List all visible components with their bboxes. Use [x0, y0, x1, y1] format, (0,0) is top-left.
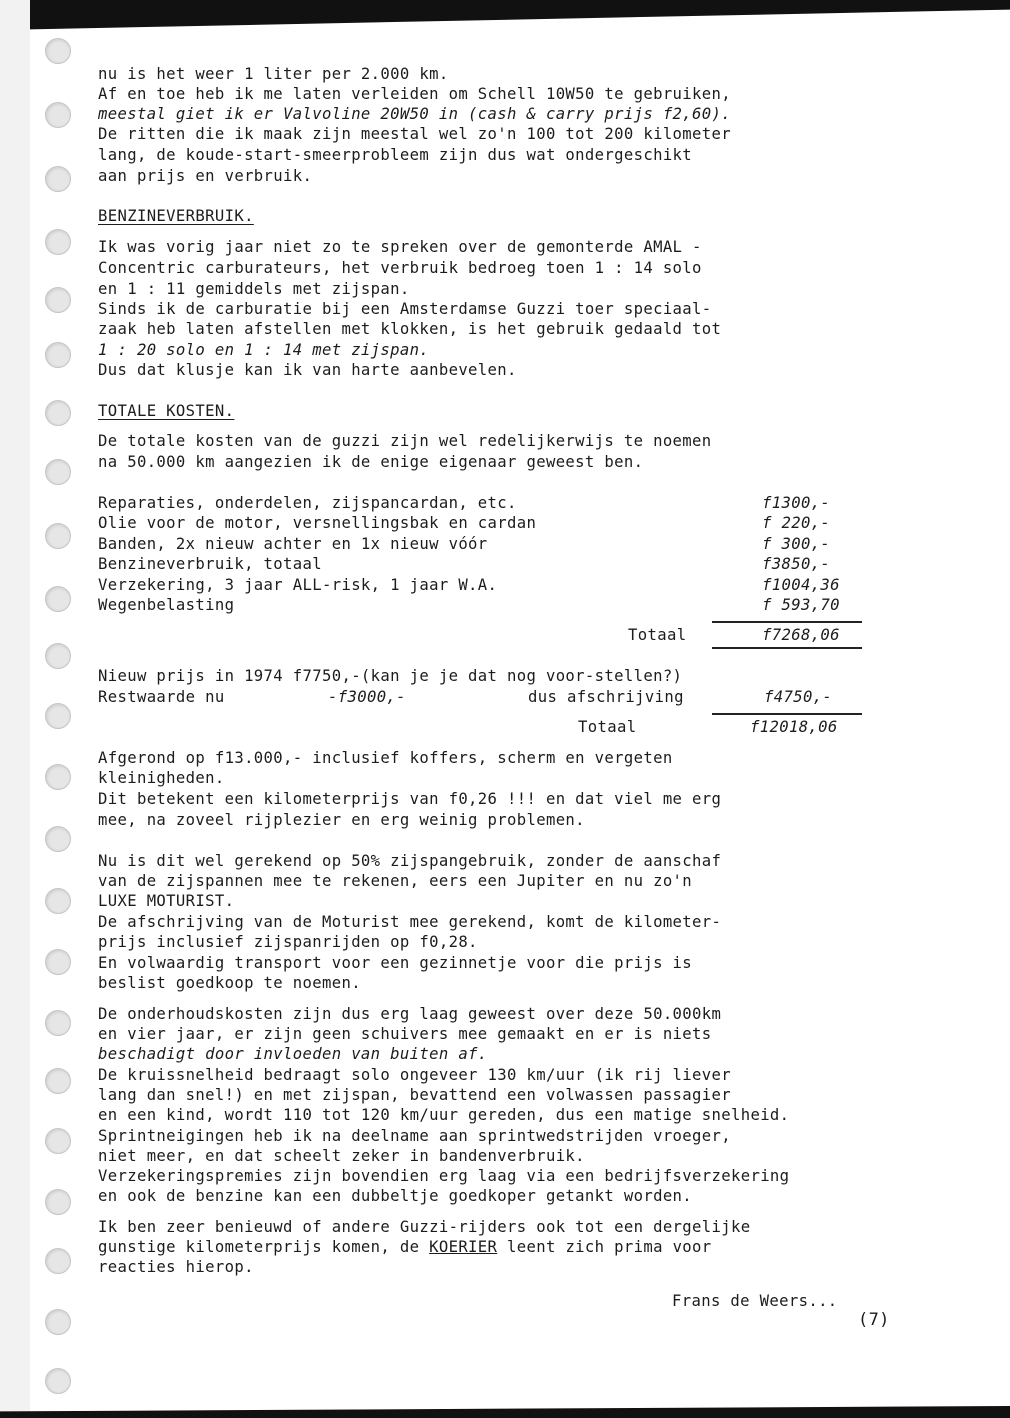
text-line: reacties hierop. [98, 1258, 254, 1276]
text-line: Ik was vorig jaar niet zo te spreken over de gemonterde AMAL - [98, 238, 702, 256]
cost-item-amount: f 593,70 [762, 596, 840, 614]
text-line: Nieuw prijs in 1974 f7750,-(kan je je dat nog voor-stellen?) [98, 667, 683, 685]
binder-hole [45, 1189, 71, 1215]
text-line: meestal giet ik er Valvoline 20W50 in (cash & carry prijs f2,60). [98, 105, 731, 123]
text-line: En volwaardig transport voor een gezinnetje voor die prijs is [98, 954, 693, 972]
restwaarde-amount: -f3000,- [328, 688, 406, 706]
cost-item-amount: f3850,- [762, 555, 831, 573]
text-line: beschadigt door invloeden van buiten af. [98, 1045, 488, 1063]
total-label: Totaal [578, 718, 637, 736]
text-line: De afschrijving van de Moturist mee gerekend, komt de kilometer- [98, 913, 722, 931]
text-line: Sprintneigingen heb ik na deelname aan sprintwedstrijden vroeger, [98, 1127, 731, 1145]
binder-hole [45, 888, 71, 914]
binder-hole [45, 102, 71, 128]
binder-hole [45, 1068, 71, 1094]
text-line: en vier jaar, er zijn geen schuivers mee gemaakt en er is niets [98, 1025, 712, 1043]
section-heading-benzineverbruik: BENZINEVERBRUIK. [98, 207, 254, 225]
restwaarde-label: Restwaarde nu [98, 688, 225, 706]
scan-edge-top [0, 0, 1010, 30]
binder-hole [45, 1248, 71, 1274]
binder-hole [45, 826, 71, 852]
cost-item-label: Olie voor de motor, versnellingsbak en cardan [98, 514, 537, 532]
total-amount: f12018,06 [750, 718, 838, 736]
text-line: kleinigheden. [98, 769, 225, 787]
text-line: lang, de koude-start-smeerprobleem zijn dus wat ondergeschikt [98, 146, 693, 164]
total-label: Totaal [628, 626, 687, 644]
binder-hole [45, 1309, 71, 1335]
cost-item-label: Reparaties, onderdelen, zijspancardan, etc. [98, 494, 517, 512]
text-line: Af en toe heb ik me laten verleiden om Schell 10W50 te gebruiken, [98, 85, 731, 103]
binder-hole [45, 287, 71, 313]
text-line: Concentric carburateurs, het verbruik bedroeg toen 1 : 14 solo [98, 259, 702, 277]
text-line: na 50.000 km aangezien ik de enige eigenaar geweest ben. [98, 453, 644, 471]
text-line: niet meer, en dat scheelt zeker in bandenverbruik. [98, 1147, 585, 1165]
text-line: en 1 : 11 gemiddels met zijspan. [98, 280, 410, 298]
cost-item-amount: f1004,36 [762, 576, 840, 594]
text-line: De totale kosten van de guzzi zijn wel redelijkerwijs te noemen [98, 432, 712, 450]
cost-item-label: Verzekering, 3 jaar ALL-risk, 1 jaar W.A. [98, 576, 498, 594]
text-line: LUXE MOTURIST. [98, 892, 235, 910]
cost-item-amount: f 300,- [762, 535, 831, 553]
binder-hole [45, 523, 71, 549]
binder-hole [45, 166, 71, 192]
binder-hole [45, 400, 71, 426]
text-line: Afgerond op f13.000,- inclusief koffers, scherm en vergeten [98, 749, 673, 767]
text-line: en ook de benzine kan een dubbeltje goedkoper getankt worden. [98, 1187, 693, 1205]
total-rule [712, 647, 862, 649]
text-line: van de zijspannen mee te rekenen, eers een Jupiter en nu zo'n [98, 872, 693, 890]
binder-hole [45, 1368, 71, 1394]
binder-hole [45, 1010, 71, 1036]
cost-item-amount: f1300,- [762, 494, 831, 512]
binder-hole [45, 764, 71, 790]
binder-hole [45, 949, 71, 975]
page-number: (7) [858, 1310, 890, 1330]
binder-hole [45, 586, 71, 612]
text-line: lang dan snel!) en met zijspan, bevattend een volwassen passagier [98, 1086, 731, 1104]
afschrijving-amount: f4750,- [764, 688, 833, 706]
binder-hole [45, 229, 71, 255]
text-line: Dus dat klusje kan ik van harte aanbevelen. [98, 361, 517, 379]
total-rule [712, 621, 862, 623]
binder-hole [45, 342, 71, 368]
binder-hole [45, 459, 71, 485]
text-line: mee, na zoveel rijplezier en erg weinig problemen. [98, 811, 585, 829]
text-line: 1 : 20 solo en 1 : 14 met zijspan. [98, 341, 430, 359]
binder-hole [45, 643, 71, 669]
text-line: prijs inclusief zijspanrijden op f0,28. [98, 933, 478, 951]
total-amount: f7268,06 [762, 626, 840, 644]
cost-item-label: Wegenbelasting [98, 596, 235, 614]
total-rule [712, 713, 862, 715]
text-line: Nu is dit wel gerekend op 50% zijspangebruik, zonder de aanschaf [98, 852, 722, 870]
afschrijving-label: dus afschrijving [528, 688, 684, 706]
text-line: Ik ben zeer benieuwd of andere Guzzi-rijders ook tot een dergelijke [98, 1218, 751, 1236]
cost-item-amount: f 220,- [762, 514, 831, 532]
binder-hole [45, 1128, 71, 1154]
text-line: aan prijs en verbruik. [98, 167, 313, 185]
cost-item-label: Benzineverbruik, totaal [98, 555, 322, 573]
text-line: Verzekeringspremies zijn bovendien erg laag via een bedrijfsverzekering [98, 1167, 790, 1185]
scan-edge-bottom [0, 1406, 1010, 1418]
text-line: De ritten die ik maak zijn meestal wel zo'n 100 tot 200 kilometer [98, 125, 731, 143]
text-line: De onderhoudskosten zijn dus erg laag geweest over deze 50.000km [98, 1005, 722, 1023]
text-line: De kruissnelheid bedraagt solo ongeveer 130 km/uur (ik rij liever [98, 1066, 731, 1084]
text-line: en een kind, wordt 110 tot 120 km/uur gereden, dus een matige snelheid. [98, 1106, 790, 1124]
signature: Frans de Weers... [672, 1292, 838, 1310]
text-line: beslist goedkoop te noemen. [98, 974, 361, 992]
scan-edge-left [0, 0, 30, 1418]
text-line: zaak heb laten afstellen met klokken, is het gebruik gedaald tot [98, 320, 722, 338]
text-line: nu is het weer 1 liter per 2.000 km. [98, 65, 449, 83]
text-line: Dit betekent een kilometerprijs van f0,26 !!! en dat viel me erg [98, 790, 722, 808]
binder-hole [45, 703, 71, 729]
text-line [98, 1237, 712, 1257]
section-heading-totale-kosten: TOTALE KOSTEN. [98, 402, 235, 420]
text-fragment: gunstige kilometerprijs komen, de [98, 1238, 430, 1256]
text-line: Sinds ik de carburatie bij een Amsterdamse Guzzi toer speciaal- [98, 300, 712, 318]
text-fragment: leent zich prima voor [497, 1238, 712, 1256]
binder-hole [45, 38, 71, 64]
koerier-reference: KOERIER [429, 1238, 498, 1256]
cost-item-label: Banden, 2x nieuw achter en 1x nieuw vóór [98, 535, 488, 553]
